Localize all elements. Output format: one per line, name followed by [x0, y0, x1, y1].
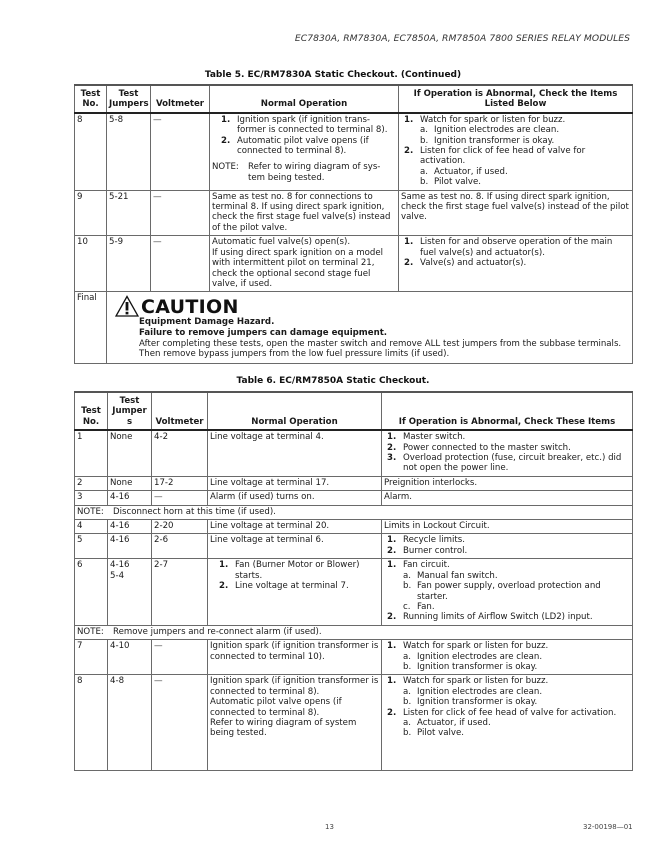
- normal-operation-cell: Ignition spark (if ignition transformer is connected to terminal 10).: [208, 640, 382, 675]
- normal-text-line: Refer to wiring diagram of system being tested.: [210, 717, 357, 739]
- item-number: 1.: [219, 560, 229, 571]
- test-no-cell: 4: [75, 520, 108, 534]
- test-no-cell: 5: [75, 534, 108, 559]
- abnormal-cell: Preignition interlocks.: [382, 476, 633, 490]
- table-row: [75, 520, 633, 534]
- col-header-test-no: Test No.: [75, 85, 107, 113]
- table-row: [75, 236, 633, 292]
- caution-block: [107, 292, 632, 362]
- item-number: 2.: [404, 146, 414, 157]
- abnormal-cell: [382, 534, 633, 559]
- item-number: 1.: [387, 676, 397, 687]
- normal-operation-cell: Line voltage at terminal 20.: [208, 520, 382, 534]
- sub-item-letter: b.: [403, 661, 412, 672]
- test-no-cell: 7: [75, 640, 108, 675]
- sub-item-letter: b.: [403, 697, 412, 708]
- test-no-cell: Final: [75, 292, 107, 363]
- item-number: 2.: [387, 442, 397, 453]
- list-item: [384, 546, 630, 556]
- sub-item-letter: c.: [403, 601, 411, 612]
- jumpers-cell: 5-8: [107, 113, 151, 190]
- list-item: [216, 581, 379, 591]
- jumpers-cell: None: [108, 476, 152, 490]
- voltmeter-cell: 17-2: [152, 476, 208, 490]
- item-text: Fan (Burner Motor or Blower) starts.: [235, 560, 360, 581]
- sub-item-letter: a.: [403, 686, 411, 697]
- jumpers-cell: 5-21: [107, 190, 151, 236]
- voltmeter-cell: —: [151, 190, 210, 236]
- sub-item: [403, 728, 630, 738]
- item-text: Running limits of Airflow Switch (LD2) input.: [403, 612, 593, 623]
- sub-item-letter: a.: [403, 651, 411, 662]
- voltmeter-cell: —: [151, 236, 210, 292]
- sub-item-text: Fan power supply, overload protection and starter.: [417, 581, 601, 602]
- list-item: [384, 641, 630, 672]
- item-text: Master switch.: [403, 432, 466, 443]
- voltmeter-cell: —: [152, 640, 208, 675]
- list-item: [401, 146, 630, 188]
- sub-item-letter: b.: [420, 135, 429, 146]
- page-number: 13: [325, 823, 334, 831]
- note-label: NOTE:: [77, 626, 104, 637]
- item-text: Recycle limits.: [403, 535, 465, 546]
- table5: [74, 84, 633, 364]
- abnormal-cell: [399, 236, 633, 292]
- jumpers-cell: 4-16: [108, 520, 152, 534]
- item-text: Watch for spark or listen for buzz.: [420, 114, 566, 125]
- normal-operation-cell: Line voltage at terminal 6.: [208, 534, 382, 559]
- item-number: 3.: [387, 453, 397, 464]
- table-row: [75, 559, 633, 625]
- table-row: [75, 675, 633, 771]
- test-no-cell: 8: [75, 113, 107, 190]
- sub-item-text: Fan.: [417, 601, 435, 612]
- table-row: [75, 430, 633, 476]
- list-item: [401, 115, 630, 146]
- sub-item-text: Pilot valve.: [434, 177, 481, 188]
- note-text: Disconnect horn at this time (if used).: [113, 506, 276, 517]
- normal-operation-cell: [210, 113, 399, 190]
- jumpers-cell: [108, 559, 152, 625]
- note-label: NOTE:: [212, 162, 239, 173]
- list-item: [216, 560, 379, 581]
- note-row: [75, 505, 633, 519]
- item-number: 2.: [387, 545, 397, 556]
- normal-operation-cell: [208, 675, 382, 771]
- voltmeter-cell: —: [151, 113, 210, 190]
- jumpers-cell: 4-8: [108, 675, 152, 771]
- list-item: [218, 115, 396, 136]
- item-text: Line voltage at terminal 7.: [235, 581, 349, 592]
- sub-item-text: Actuator, if used.: [417, 717, 491, 728]
- item-text: Ignition spark (if ignition trans-former is connected to terminal 8).: [237, 114, 388, 136]
- col-header-normal-operation: Normal Operation: [210, 85, 399, 113]
- list-item: [384, 443, 630, 453]
- item-text: Automatic pilot valve opens (if connected to terminal 8).: [237, 135, 369, 157]
- item-number: 1.: [404, 237, 414, 248]
- sub-item-text: Ignition transformer is okay.: [434, 135, 555, 146]
- list-item: [384, 676, 630, 707]
- test-no-cell: 10: [75, 236, 107, 292]
- col-header-normal-operation: Normal Operation: [208, 392, 382, 430]
- jumpers-cell: 4-10: [108, 640, 152, 675]
- test-no-cell: 2: [75, 476, 108, 490]
- sub-item-text: Manual fan switch.: [417, 570, 498, 581]
- item-number: 1.: [221, 114, 231, 125]
- test-no-cell: 8: [75, 675, 108, 771]
- sub-item: [403, 718, 630, 728]
- sub-item-letter: b.: [403, 728, 412, 739]
- warning-triangle-icon: [115, 295, 139, 317]
- item-text: Overload protection (fuse, circuit breaker, etc.) did not open the power line.: [403, 453, 622, 474]
- jumpers-cell: 4-16: [108, 491, 152, 505]
- item-number: 2.: [404, 258, 414, 269]
- col-header-test-no: Test No.: [75, 392, 108, 430]
- voltmeter-cell: 2-7: [152, 559, 208, 625]
- sub-item-letter: a.: [420, 125, 428, 136]
- jumpers-cell: 5-9: [107, 236, 151, 292]
- item-text: Listen for click of fee head of valve for activation.: [403, 707, 617, 718]
- sub-item: [420, 136, 630, 146]
- item-text: Burner control.: [403, 545, 468, 556]
- item-number: 2.: [221, 135, 231, 146]
- jumper-value: 4-16: [110, 560, 130, 571]
- note-text: Refer to wiring diagram of sys-tem being tested.: [248, 162, 381, 183]
- running-header: EC7830A, RM7830A, EC7850A, RM7850A 7800 SERIES RELAY MODULES: [294, 33, 630, 44]
- table-row: [75, 476, 633, 490]
- col-header-voltmeter: Voltmeter: [151, 85, 210, 113]
- table-row: [75, 190, 633, 236]
- jumpers-cell: 4-16: [108, 534, 152, 559]
- item-number: 1.: [387, 560, 397, 571]
- caution-cell: [107, 292, 633, 363]
- test-no-cell: 9: [75, 190, 107, 236]
- abnormal-cell: [399, 113, 633, 190]
- list-item: [384, 612, 630, 622]
- test-no-cell: 1: [75, 430, 108, 476]
- voltmeter-cell: 2-20: [152, 520, 208, 534]
- sub-item: [420, 125, 630, 135]
- list-item: [218, 136, 396, 157]
- normal-text-line: Automatic pilot valve opens (if connected to terminal 8).: [210, 697, 342, 718]
- list-item: [384, 535, 630, 545]
- normal-text-line: Ignition spark (if ignition transformer is connected to terminal 8).: [210, 676, 379, 697]
- voltmeter-cell: —: [152, 675, 208, 771]
- abnormal-cell: [382, 430, 633, 476]
- normal-text-line: Automatic fuel valve(s) open(s).: [212, 237, 351, 248]
- sub-item-letter: b.: [403, 581, 412, 592]
- item-number: 1.: [387, 641, 397, 652]
- table-row: [75, 534, 633, 559]
- sub-item: [403, 652, 630, 662]
- table6: [74, 391, 633, 771]
- sub-item-text: Ignition transformer is okay.: [417, 697, 538, 708]
- normal-operation-cell: Line voltage at terminal 4.: [208, 430, 382, 476]
- abnormal-cell: Alarm.: [382, 491, 633, 505]
- table-row: [75, 640, 633, 675]
- item-text: Listen for and observe operation of the main fuel valve(s) and actuator(s).: [420, 237, 613, 258]
- normal-text-line: If using direct spark ignition on a model with intermittent pilot on terminal 21, check the optional second stage fuel valve, if used.: [212, 247, 384, 289]
- test-no-cell: 6: [75, 559, 108, 625]
- voltmeter-cell: 4-2: [152, 430, 208, 476]
- test-no-cell: 3: [75, 491, 108, 505]
- item-text: Valve(s) and actuator(s).: [420, 258, 527, 269]
- note: [212, 162, 396, 183]
- list-item: [401, 237, 630, 258]
- document-number: 32-00198—01: [583, 823, 633, 831]
- sub-item: [420, 177, 630, 187]
- table-row: [75, 491, 633, 505]
- abnormal-cell: Limits in Lockout Circuit.: [382, 520, 633, 534]
- sub-item-text: Ignition electrodes are clean.: [417, 686, 543, 697]
- item-text: Fan circuit.: [403, 560, 450, 571]
- item-number: 1.: [404, 114, 414, 125]
- list-item: [384, 560, 630, 612]
- normal-operation-cell: Line voltage at terminal 17.: [208, 476, 382, 490]
- voltmeter-cell: 2-6: [152, 534, 208, 559]
- sub-item-letter: b.: [420, 177, 429, 188]
- list-item: [384, 708, 630, 739]
- sub-item: [403, 662, 630, 672]
- sub-item-letter: a.: [420, 166, 428, 177]
- list-item: [384, 453, 630, 474]
- abnormal-cell: [382, 559, 633, 625]
- normal-operation-cell: [208, 559, 382, 625]
- list-item: [401, 258, 630, 268]
- caution-consequence: Failure to remove jumpers can damage equipment.: [139, 327, 388, 338]
- caution-title: CAUTION: [141, 296, 239, 319]
- caution-instructions: After completing these tests, open the master switch and remove ALL test jumpers from the subbase terminals. Then remove bypass jumpers from the low fuel pressure limits (if used).: [139, 338, 622, 360]
- sub-item: [403, 697, 630, 707]
- sub-item-text: Ignition electrodes are clean.: [417, 651, 543, 662]
- item-text: Power connected to the master switch.: [403, 442, 571, 453]
- item-number: 1.: [387, 535, 397, 546]
- item-number: 2.: [219, 581, 229, 592]
- sub-item: [403, 687, 630, 697]
- item-text: Listen for click of fee head of valve for activation.: [420, 146, 586, 167]
- list-item: [384, 432, 630, 442]
- col-header-abnormal: If Operation is Abnormal, Check the Items Listed Below: [399, 85, 633, 113]
- table6-header-row: [75, 392, 633, 430]
- table6-caption: Table 6. EC/RM7850A Static Checkout.: [236, 376, 430, 386]
- sub-item: [403, 571, 630, 581]
- normal-operation-cell: Alarm (if used) turns on.: [208, 491, 382, 505]
- note-cell: [75, 505, 633, 519]
- note-cell: [75, 625, 633, 639]
- sub-item: [420, 167, 630, 177]
- note-text: Remove jumpers and re-connect alarm (if used).: [113, 626, 322, 637]
- sub-item-letter: a.: [403, 570, 411, 581]
- sub-item-text: Ignition electrodes are clean.: [434, 125, 560, 136]
- sub-item-text: Ignition transformer is okay.: [417, 661, 538, 672]
- voltmeter-cell: —: [152, 491, 208, 505]
- table5-caption: Table 5. EC/RM7830A Static Checkout. (Continued): [204, 70, 462, 80]
- normal-operation-cell: Same as test no. 8 for connections to terminal 8. If using direct spark ignition, check the first stage fuel valve(s) instead of the pilot valve.: [210, 190, 399, 236]
- item-number: 2.: [387, 612, 397, 623]
- note-label: NOTE:: [77, 506, 104, 517]
- sub-item: [403, 581, 630, 602]
- col-header-test-jumpers: Test Jumper s: [108, 392, 152, 430]
- sub-item-text: Pilot valve.: [417, 728, 464, 739]
- col-header-abnormal: If Operation is Abnormal, Check These Items: [382, 392, 633, 430]
- table-row: [75, 113, 633, 190]
- col-header-test-jumpers: Test Jumpers: [107, 85, 151, 113]
- sub-item-text: Actuator, if used.: [434, 166, 508, 177]
- item-text: Watch for spark or listen for buzz.: [403, 676, 549, 687]
- abnormal-cell: [382, 640, 633, 675]
- caution-hazard: Equipment Damage Hazard.: [139, 317, 275, 328]
- sub-item-letter: a.: [403, 717, 411, 728]
- abnormal-cell: [382, 675, 633, 771]
- table5-header-row: [75, 85, 633, 113]
- item-number: 2.: [387, 707, 397, 718]
- jumpers-cell: None: [108, 430, 152, 476]
- table-row-final: [75, 292, 633, 363]
- sub-item: [403, 602, 630, 612]
- jumper-value: 5-4: [110, 570, 125, 581]
- abnormal-cell: Same as test no. 8. If using direct spark ignition, check the first stage fuel valve(s) instead of the pilot valve.: [399, 190, 633, 236]
- col-header-voltmeter: Voltmeter: [152, 392, 208, 430]
- note-row: [75, 625, 633, 639]
- normal-operation-cell: [210, 236, 399, 292]
- item-text: Watch for spark or listen for buzz.: [403, 641, 549, 652]
- item-number: 1.: [387, 432, 397, 443]
